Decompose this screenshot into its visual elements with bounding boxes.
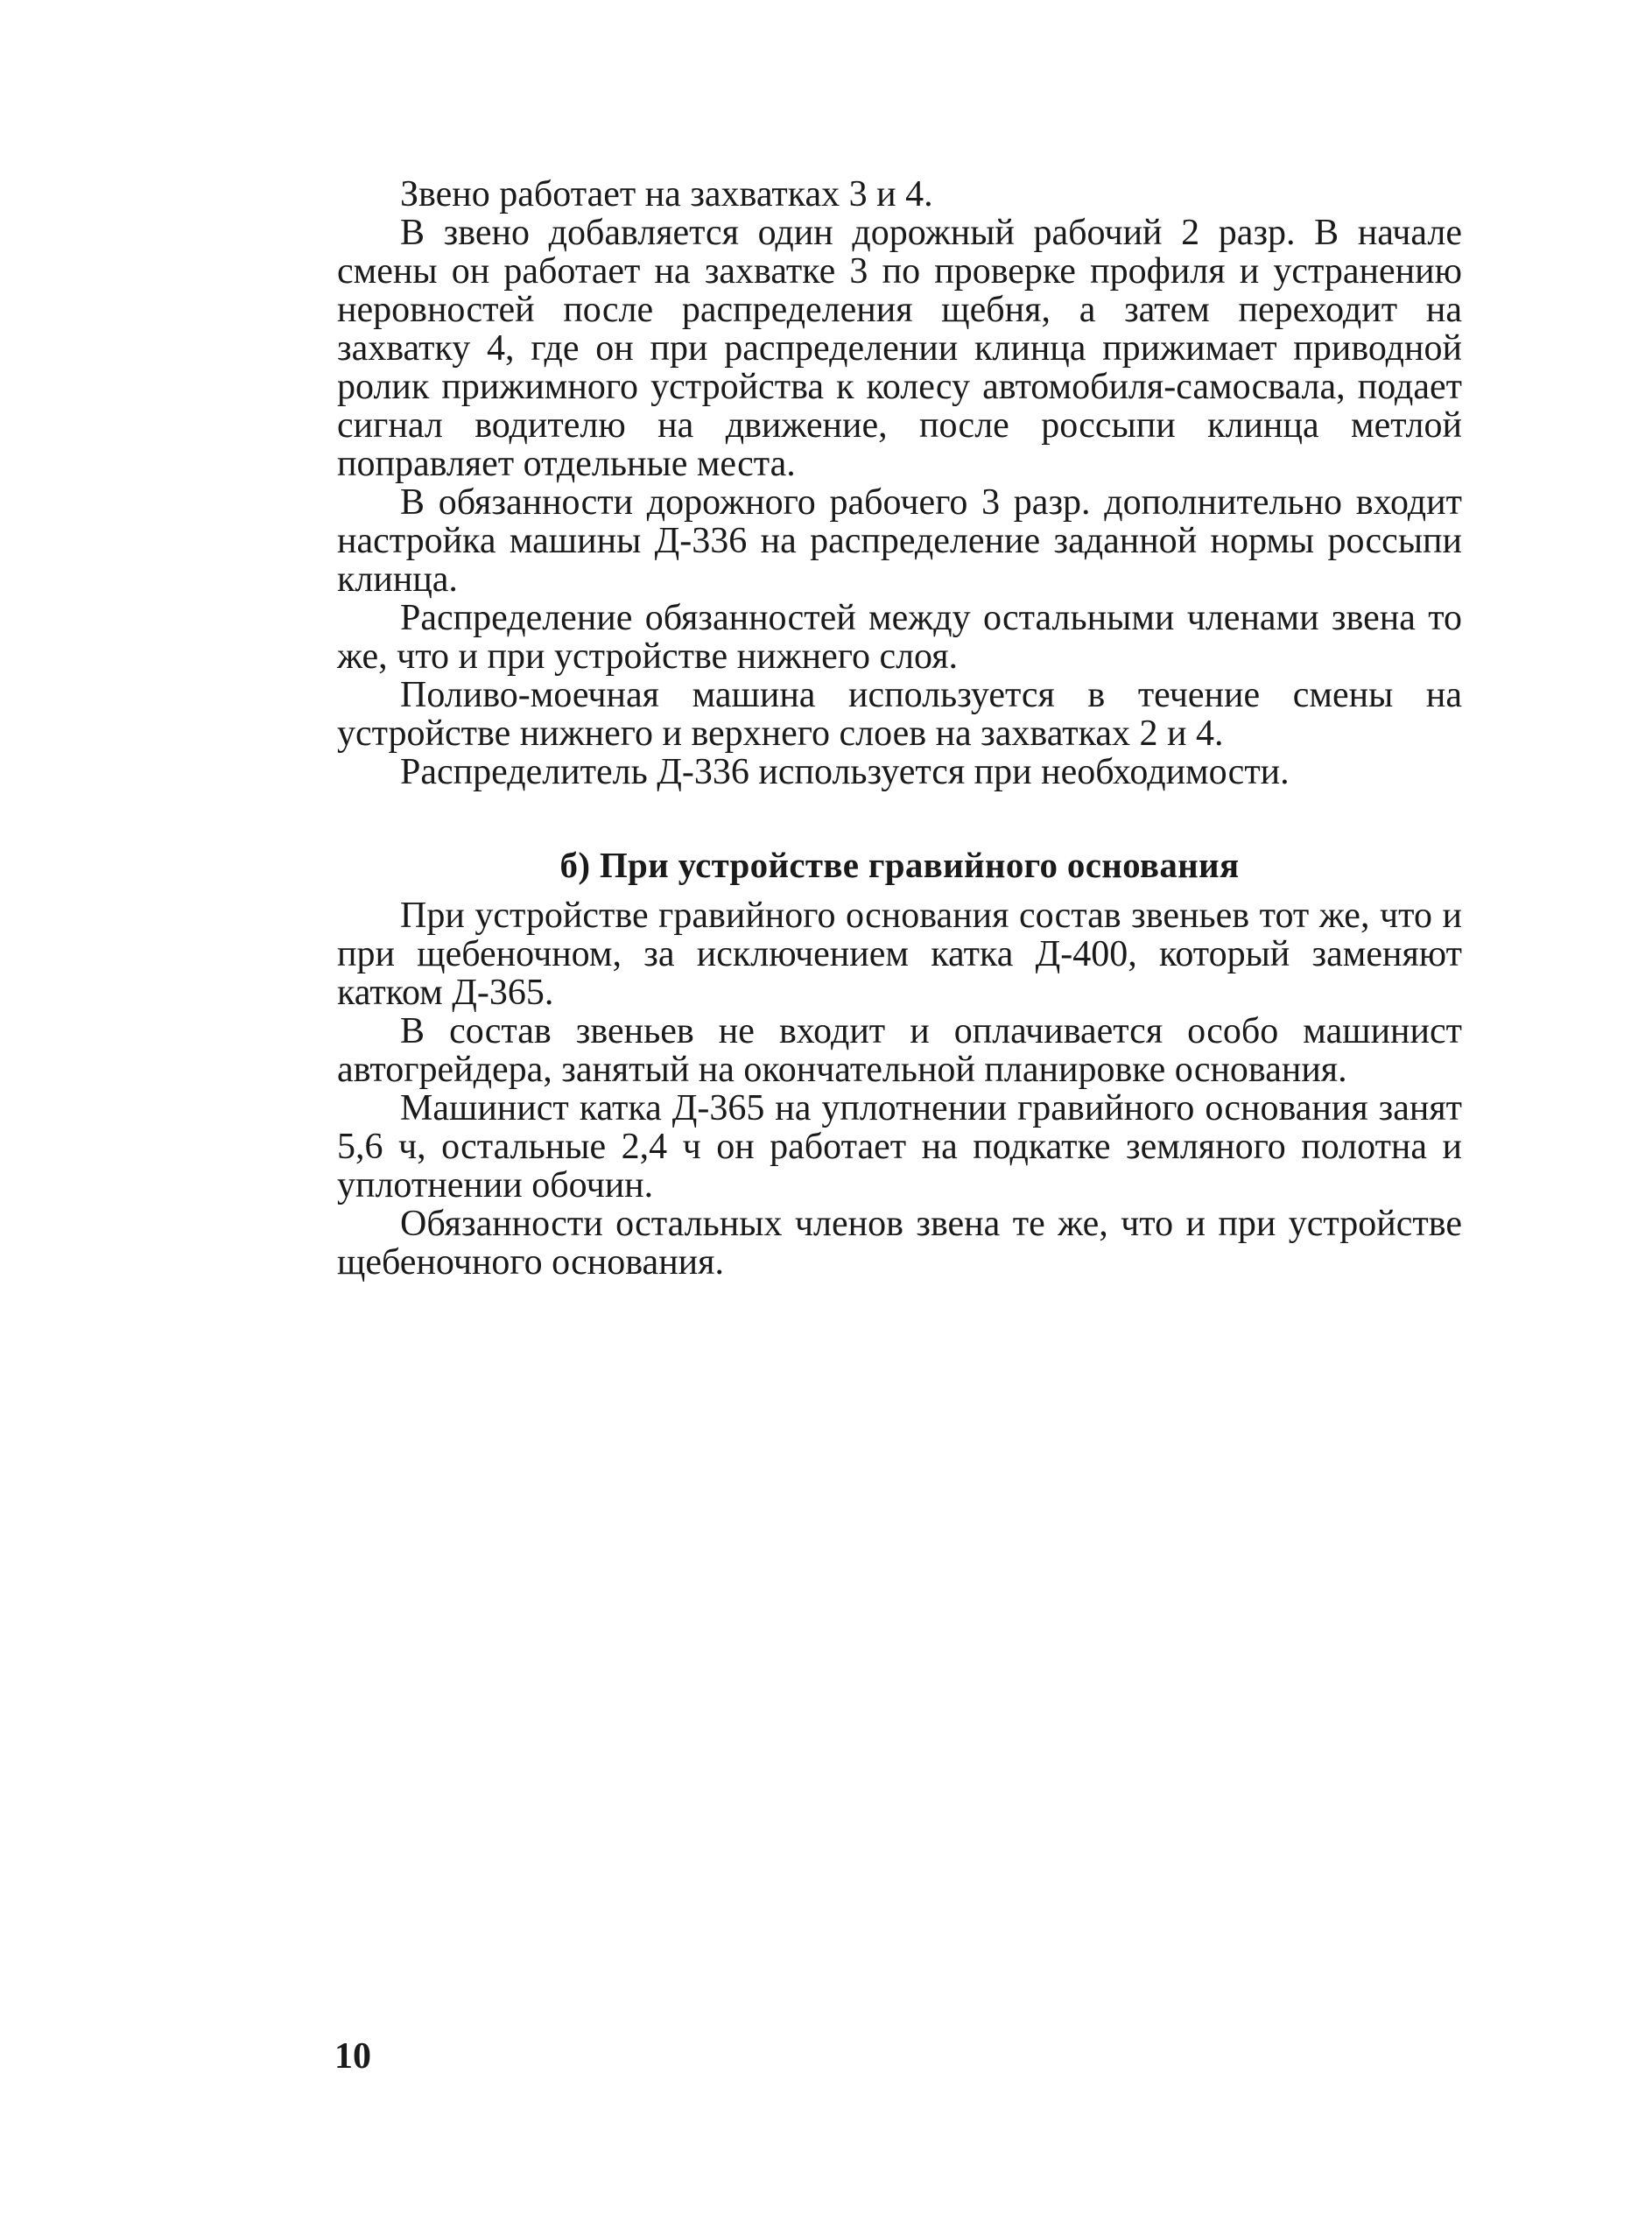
paragraph-mashinist-katka: Машинист катка Д-365 на уплотнении гравийного основания занят 5,6 ч, остальные 2,4 ч он работает на подкатке земляного полотна и уплотнении обочин. (337, 1088, 1462, 1205)
page-number: 10 (334, 2036, 371, 2077)
paragraph-dorozhny-rabochy-2: В звено добавляется один дорожный рабочий 2 разр. В начале смены он работает на захватке 3 по проверке профиля и устранению неровностей после распределения щебня, а затем переходит на захватку 4, где он при распределении клинца прижимает приводной ролик прижимного устройства к колесу автомобиля-самосвала, подает сигнал водителю на движение, после россыпи клинца метлой поправляет отдельные места. (337, 213, 1462, 484)
paragraph-obyazannosti-ostalnykh: Обязанности остальных членов звена те же, что и при устройстве щебеночного основания. (337, 1204, 1462, 1283)
paragraph-polivo-moechnaya: Поливо-моечная машина используется в течение смены на устройстве нижнего и верхнего слоев на захватках 2 и 4. (337, 675, 1462, 754)
paragraph-raspredelenie-obyazannostey: Распределение обязанностей между остальными членами звена то же, что и при устройстве нижнего слоя. (337, 598, 1462, 677)
text-block (337, 175, 1462, 1282)
paragraph-sostav-zvenyev: При устройстве гравийного основания состав звеньев тот же, что и при щебеночном, за исключением катка Д-400, который заменяют катком Д-365. (337, 896, 1462, 1013)
section-heading: б) При устройстве гравийного основания (559, 845, 1240, 885)
paragraph-raspredelitel: Распределитель Д-336 используется при необходимости. (400, 752, 1290, 792)
paragraph-dorozhny-rabochy-3: В обязанности дорожного рабочего 3 разр. дополнительно входит настройка машины Д-336 на распределение заданной нормы россыпи клинца. (337, 482, 1462, 600)
paragraph-mashinist-avtogreydera: В состав звеньев не входит и оплачивается особо машинист автогрейдера, занятый на окончательной планировке основания. (337, 1011, 1462, 1090)
paragraph-zveno-zakhvatki: Звено работает на захватках 3 и 4. (400, 174, 933, 214)
